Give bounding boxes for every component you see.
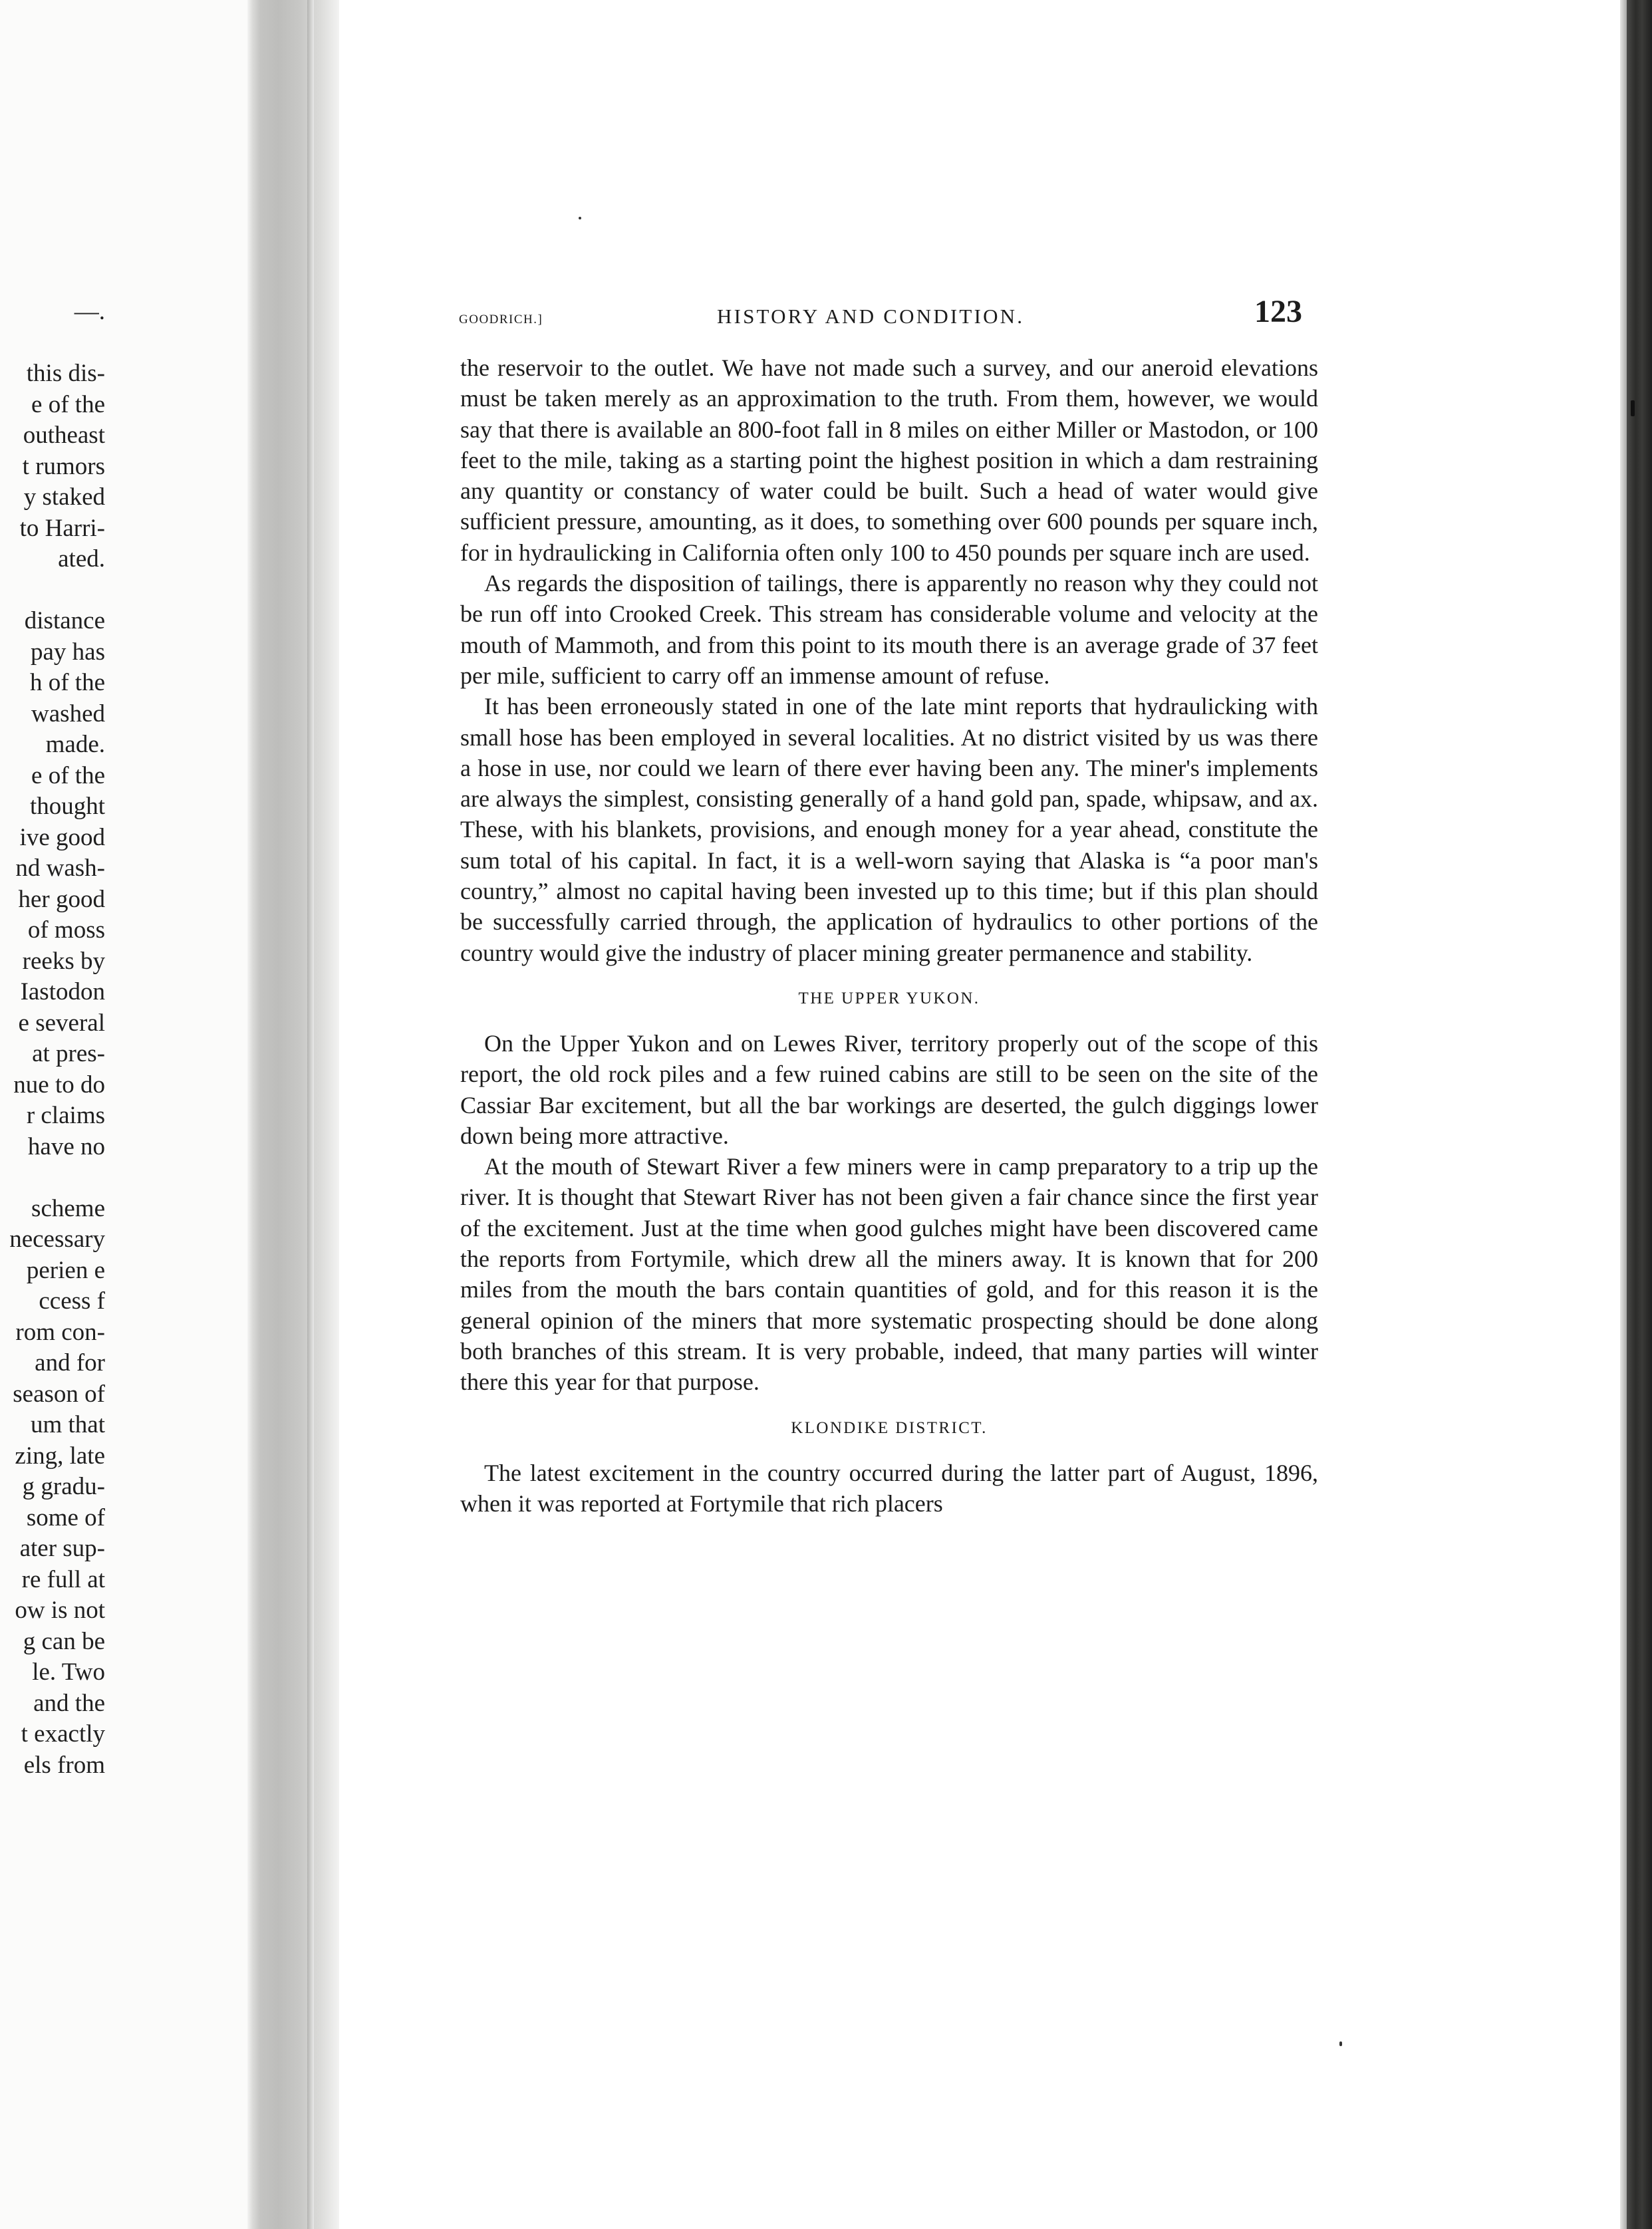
left-page-fragment-line: um that (30, 1411, 105, 1438)
paragraph-hydraulicking: It has been erroneously stated in one of the late mint reports that hydraulicking with small hose has been employed in several localities. At no district visited by us was there a hose in use, nor could we learn of there ever having been any. The miner's implements are always the simplest, consisting generally of a hand gold pan, spade, whipsaw, and ax. These, with his blankets, provisions, and enough money for a year ahead, constitute the sum total of his capital. In fact, it is a well-worn saying that Alaska is “a poor man's country,” almost no capital having been invested up to this time; but if this plan should be successfully carried through, the application of hydraulics to other portions of the country would give the industry of placer mining greater permanence and stability. (460, 693, 1318, 966)
running-head (459, 293, 1310, 332)
section-heading-upper-yukon: THE UPPER YUKON. (798, 989, 980, 1007)
paragraph-klondike: The latest excitement in the country occurred during the latter part of August, 1896, when it was reported at Fortymile that rich placers (460, 1459, 1318, 1517)
left-page-fragment-line: nue to do (13, 1071, 105, 1099)
left-page-fragment-line: t exactly (21, 1720, 105, 1748)
paragraph-reservoir: the reservoir to the outlet. We have not made such a survey, and our aneroid elevations must be taken merely as an approximation to the truth. From them, however, we would say that there is available an 800-foot fall in 8 miles on either Miller or Mastodon, or 100 feet to the mile, taking as a starting point the highest position in which a dam restraining any quantity or constancy of water could be built. Such a head of water would give sufficient pressure, amounting, as it does, to something over 600 pounds per square inch, for in hydraulicking in California often only 100 to 450 pounds per square inch are used. (460, 354, 1318, 566)
left-page-fragment-line: her good (18, 885, 105, 913)
left-page-fragment-line: pay has (31, 638, 105, 666)
section-heading-klondike: KLONDIKE DISTRICT. (791, 1418, 988, 1437)
left-page-fragment-line: some of (26, 1504, 105, 1531)
ink-speck (1631, 400, 1635, 416)
left-page-fragment-line: y staked (23, 483, 105, 511)
left-page-fragment-line (0, 575, 105, 606)
left-page-fragment-line: g gradu- (22, 1473, 105, 1500)
left-page-fragment-line: ccess f (39, 1287, 105, 1315)
left-page-fragment-line: r claims (26, 1102, 105, 1129)
running-head-author: GOODRICH.] (459, 313, 543, 327)
left-page-fragment-line: ive good (19, 823, 105, 851)
left-page-fragment-line: els from (23, 1751, 105, 1779)
left-page-fragment-line: t rumors (22, 452, 105, 480)
left-page-fragment-line: outheast (23, 422, 105, 449)
left-page-fragment-line: —. (74, 298, 105, 325)
left-page-fragment-line: of moss (27, 916, 105, 944)
left-page-fragment-line: g can be (23, 1627, 105, 1655)
ink-speck (1339, 2041, 1342, 2046)
left-page-fragment-line: e several (18, 1009, 105, 1037)
left-page-fragment-line: e of the (31, 761, 105, 789)
book-gutter-edge (307, 0, 314, 2229)
page-number: 123 (1254, 294, 1302, 329)
left-page-fragment-line: thought (29, 793, 105, 820)
left-page-fragment-line: and the (33, 1689, 105, 1717)
left-page-fragment-line: re full at (21, 1565, 105, 1593)
left-page-fragment-line: and for (35, 1349, 105, 1377)
ink-speck (579, 217, 581, 219)
left-page-fragment-line: e of the (31, 390, 105, 418)
left-page-fragment-line: reeks by (22, 947, 105, 975)
left-page-text-fragments (0, 297, 105, 1781)
book-gutter-shadow (247, 0, 339, 2229)
left-page-fragment-line: at pres- (32, 1040, 105, 1067)
left-page-fragment-line: washed (31, 700, 105, 727)
left-page-fragment-line: season of (13, 1380, 105, 1408)
left-page-fragment-line: ow is not (15, 1597, 105, 1624)
left-page-fragment-line: perien e (26, 1256, 105, 1284)
left-page-fragment-line: le. Two (32, 1658, 105, 1686)
left-page-fragment-line: made. (45, 731, 105, 758)
left-page-fragment-line: nd wash- (15, 854, 105, 882)
body-text (460, 352, 1318, 1519)
left-page-fragment-line: ated. (58, 545, 105, 573)
paragraph-stewart-river: At the mouth of Stewart River a few miners were in camp preparatory to a trip up the river. It is thought that Stewart River has not been given a fair chance since the first year of the excitement. Just at the time when good gulches might have been discovered came the reports from Fortymile, which drew all the miners away. It is known that for 200 miles from the mouth the bars contain quantities of gold, and for this reason it is the general opinion of the miners that more systematic prospecting should be done along both branches of this stream. It is very probable, indeed, that many parties will winter there this year for that purpose. (460, 1153, 1318, 1396)
left-page-fragment-line: to Harri- (19, 514, 105, 542)
left-page-fragment-line (0, 1162, 105, 1194)
left-page-fragment-line: scheme (31, 1194, 105, 1222)
left-page-fragment-line: have no (27, 1132, 105, 1160)
left-page-fragment-line: Iastodon (20, 978, 105, 1005)
left-page-fragment-line: rom con- (15, 1318, 105, 1346)
left-page-fragment-line: necessary (9, 1226, 105, 1253)
running-head-title: HISTORY AND CONDITION. (717, 305, 1025, 328)
left-page-fragment-line: ater sup- (19, 1535, 105, 1562)
paragraph-upper-yukon: On the Upper Yukon and on Lewes River, territory properly out of the scope of this report, the old rock piles and a few ruined cabins are still to be seen on the site of the Cassiar Bar excitement, but all the bar workings are deserted, the gulch diggings lower down being more attractive. (460, 1029, 1318, 1149)
paragraph-tailings: As regards the disposition of tailings, there is apparently no reason why they could not be run off into Crooked Creek. This stream has considerable volume and velocity at the mouth of Mammoth, and from this point to its mouth there is an average grade of 37 feet per mile, sufficient to carry off an immense amount of refuse. (460, 570, 1318, 689)
left-page-fragment-line (0, 328, 105, 359)
book-cover-edge (1627, 0, 1652, 2229)
left-page-fragment-line: h of the (29, 669, 105, 696)
left-page-fragment-line: distance (24, 607, 105, 634)
left-page-fragment-line: zing, late (15, 1442, 105, 1470)
left-page-fragment-line: this dis- (26, 360, 105, 387)
